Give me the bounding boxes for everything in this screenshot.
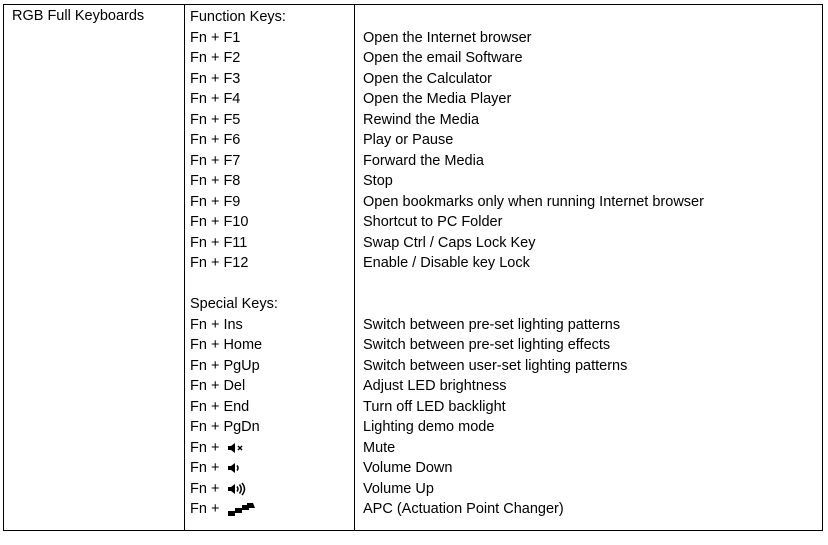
key-action: Switch between pre-set lighting effects bbox=[363, 337, 611, 353]
key-combo bbox=[190, 48, 354, 69]
key-combo bbox=[190, 417, 354, 438]
key-action: Play or Pause bbox=[363, 132, 454, 148]
key-combo-label: Fn + Ins bbox=[190, 316, 243, 333]
speaker-low-icon bbox=[227, 462, 243, 474]
key-action: Enable / Disable key Lock bbox=[363, 255, 530, 271]
key-action: Open the Media Player bbox=[363, 91, 512, 107]
key-combo-label: Fn + F6 bbox=[190, 132, 241, 148]
key-action: Open the email Software bbox=[363, 50, 523, 66]
key-combo bbox=[190, 438, 354, 459]
key-combo-label: Fn + F3 bbox=[190, 70, 241, 87]
key-action: Lighting demo mode bbox=[363, 419, 495, 435]
key-combo bbox=[190, 376, 354, 397]
key-action: Forward the Media bbox=[363, 152, 484, 169]
key-combo-label: Fn + PgDn bbox=[190, 419, 260, 435]
shortcut-table bbox=[3, 4, 823, 531]
key-combo bbox=[190, 499, 354, 520]
section-heading: Function Keys: bbox=[190, 9, 286, 25]
table-row bbox=[4, 5, 823, 531]
key-action: APC (Actuation Point Changer) bbox=[363, 501, 564, 517]
heading-spacer bbox=[363, 294, 822, 315]
key-stack-icon bbox=[227, 502, 255, 516]
key-combo bbox=[190, 253, 354, 274]
key-action: Open the Calculator bbox=[363, 70, 492, 87]
section-spacer bbox=[190, 274, 354, 295]
key-combo bbox=[190, 233, 354, 254]
key-combo-label: Fn + Del bbox=[190, 378, 246, 394]
key-action: Shortcut to PC Folder bbox=[363, 214, 503, 230]
key-action: Mute bbox=[363, 439, 396, 456]
key-action: Adjust LED brightness bbox=[363, 378, 507, 394]
key-combo bbox=[190, 479, 354, 500]
key-combo-label: Fn + F8 bbox=[190, 173, 241, 189]
key-combo-label: Fn + End bbox=[190, 398, 250, 415]
key-combo-label: Fn + F5 bbox=[190, 111, 241, 128]
speaker-high-icon bbox=[227, 482, 247, 496]
key-action: Turn off LED backlight bbox=[363, 398, 506, 415]
key-combo bbox=[190, 171, 354, 192]
product-name: RGB Full Keyboards bbox=[12, 8, 145, 24]
key-action: Stop bbox=[363, 173, 393, 189]
key-combo bbox=[190, 397, 354, 418]
key-action: Switch between user-set lighting patterns bbox=[363, 357, 628, 374]
key-combo-label: Fn + bbox=[190, 460, 224, 476]
key-combo-label: Fn + F4 bbox=[190, 91, 241, 107]
section-spacer bbox=[363, 274, 822, 295]
key-combo-label: Fn + bbox=[190, 501, 224, 517]
key-action: Open the Internet browser bbox=[363, 29, 532, 46]
speaker-mute-icon bbox=[227, 442, 245, 454]
key-combo-label: Fn + F10 bbox=[190, 214, 249, 230]
key-action: Switch between pre-set lighting patterns bbox=[363, 316, 621, 333]
key-combo-label: Fn + PgUp bbox=[190, 357, 260, 374]
key-combo-label: Fn + F2 bbox=[190, 50, 241, 66]
key-combo-label: Fn + F9 bbox=[190, 193, 241, 210]
column-bottom-padding bbox=[363, 520, 822, 530]
key-combo bbox=[190, 315, 354, 336]
key-column bbox=[185, 5, 355, 531]
key-combo bbox=[190, 212, 354, 233]
key-action: Rewind the Media bbox=[363, 111, 480, 128]
section-heading: Special Keys: bbox=[190, 296, 278, 312]
key-combo bbox=[190, 356, 354, 377]
key-combo bbox=[190, 89, 354, 110]
key-action: Swap Ctrl / Caps Lock Key bbox=[363, 234, 536, 251]
heading-spacer bbox=[363, 7, 822, 28]
key-combo bbox=[190, 151, 354, 172]
key-action: Volume Down bbox=[363, 460, 453, 476]
key-combo-label: Fn + F12 bbox=[190, 255, 249, 271]
key-combo-label: Fn + bbox=[190, 480, 224, 497]
column-bottom-padding bbox=[190, 520, 354, 530]
key-combo-label: Fn + Home bbox=[190, 337, 263, 353]
key-combo-label: Fn + bbox=[190, 439, 224, 456]
key-combo bbox=[190, 28, 354, 49]
product-cell bbox=[4, 5, 185, 531]
key-action: Open bookmarks only when running Internet browser bbox=[363, 193, 704, 210]
key-combo bbox=[190, 192, 354, 213]
key-combo-label: Fn + F11 bbox=[190, 234, 248, 251]
key-combo-label: Fn + F1 bbox=[190, 29, 241, 46]
key-combo bbox=[190, 69, 354, 90]
key-combo bbox=[190, 458, 354, 479]
key-combo-label: Fn + F7 bbox=[190, 152, 241, 169]
key-combo bbox=[190, 110, 354, 131]
key-action: Volume Up bbox=[363, 480, 434, 497]
key-combo bbox=[190, 335, 354, 356]
key-combo bbox=[190, 130, 354, 151]
action-column bbox=[355, 5, 823, 531]
